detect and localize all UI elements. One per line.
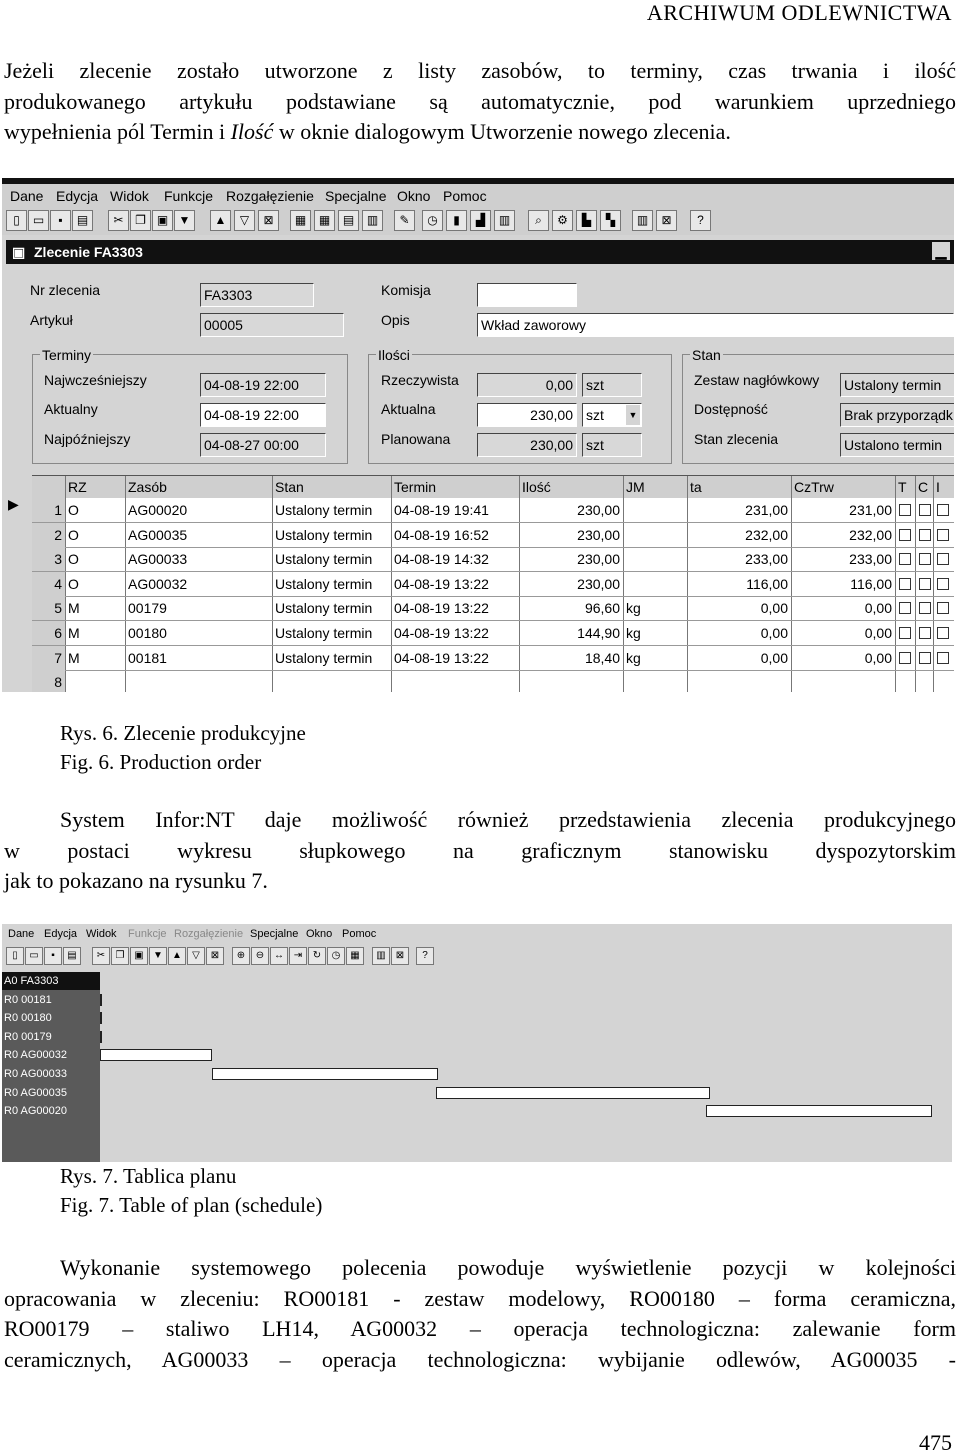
toolbar — [2, 944, 952, 970]
menu-item-okno[interactable]: Okno — [306, 928, 333, 940]
table-cell-jm: kg — [626, 625, 641, 641]
plan-row-label[interactable]: R0 AG00035 — [2, 1084, 100, 1102]
table-cell-ilosc: 144,90 — [577, 625, 620, 641]
menu-item-widok[interactable]: Widok — [110, 188, 149, 204]
row-checkbox[interactable] — [899, 652, 911, 664]
row-checkbox[interactable] — [899, 504, 911, 516]
paragraph-line: Jeżeli zlecenie zostało utworzone z listy zasobów, to terminy, czas trwania i ilość — [4, 58, 956, 83]
column-header-stan[interactable]: Stan — [275, 476, 304, 498]
table-cell-cztrw: 232,00 — [849, 526, 892, 543]
table-cell-stan: Ustalony termin — [275, 649, 373, 666]
table-cell-rz: O — [68, 502, 79, 518]
triangle-down-icon[interactable]: ▼ — [174, 210, 195, 231]
schedule-bar[interactable] — [100, 1012, 102, 1024]
tools-icon[interactable]: ⚙ — [552, 210, 573, 231]
table-cell-stan: Ustalony termin — [275, 575, 373, 592]
menu-item-rozgalezienie[interactable]: Rozgałęzienie — [174, 928, 244, 940]
help-icon[interactable]: ? — [690, 210, 711, 231]
column-header-ilosc[interactable]: Ilość — [522, 476, 551, 498]
table-cell-cztrw: 0,00 — [864, 649, 892, 666]
clear-filter-icon[interactable]: ⊠ — [206, 947, 224, 965]
table-cell-n[interactable]: 4 — [54, 575, 62, 592]
schedule-bar[interactable] — [100, 994, 102, 1006]
table-cell-ta: 0,00 — [760, 625, 788, 641]
planned-quantity-field[interactable]: 230,00 — [477, 433, 577, 457]
text-run: w oknie dialogowym Utworzenie nowego zlecenia. — [273, 119, 731, 144]
save-icon[interactable]: ▪ — [50, 210, 71, 231]
table-cell-stan: Ustalony termin — [275, 625, 373, 641]
plan-row-label[interactable]: R0 00180 — [2, 1009, 100, 1027]
table-cell-ta: 116,00 — [746, 575, 788, 592]
clock-icon[interactable]: ◷ — [422, 210, 443, 231]
table-cell-jm: kg — [626, 600, 641, 617]
close-window-icon[interactable]: ⊠ — [391, 947, 409, 965]
paragraph-line: w postaci wykresu słupkowego na graficznym stanowisku dyspozytorskim — [4, 837, 956, 863]
table-cell-termin: 04-08-19 19:41 — [394, 502, 489, 518]
column-divider — [933, 476, 934, 692]
row-checkbox[interactable] — [899, 529, 911, 541]
table-cell-stan: Ustalony termin — [275, 526, 373, 543]
table-cell-termin: 04-08-19 13:22 — [394, 649, 489, 666]
table-cell-rz: O — [68, 551, 79, 568]
table-cell-zasob: AG00035 — [128, 526, 188, 543]
schedule-bar[interactable] — [100, 1031, 102, 1043]
filter-icon[interactable]: ▽ — [187, 947, 205, 965]
plan-row-label[interactable]: R0 00181 — [2, 991, 100, 1009]
figure-production-order — [2, 178, 954, 692]
caption-fig7-en: Fig. 7. Table of plan (schedule) — [60, 1193, 323, 1217]
row-checkbox[interactable] — [899, 602, 911, 614]
table-cell-rz: M — [68, 625, 80, 641]
label-planowana: Planowana — [381, 431, 451, 447]
column-divider — [272, 476, 273, 692]
menu-item-funkcje[interactable]: Funkcje — [128, 928, 167, 940]
row-checkbox[interactable] — [937, 627, 949, 639]
columns-icon[interactable]: ▥ — [372, 947, 390, 965]
menu-item-edycja[interactable]: Edycja — [56, 188, 99, 204]
row-checkbox[interactable] — [937, 652, 949, 664]
earliest-date-field[interactable]: 04-08-19 22:00 — [200, 373, 326, 397]
order-number-field[interactable]: FA3303 — [200, 283, 314, 307]
journal-header: ARCHIWUM ODLEWNICTWA — [646, 0, 952, 25]
zoom-in-icon[interactable]: ⊕ — [232, 947, 250, 965]
new-file-icon[interactable]: ▯ — [6, 947, 24, 965]
filter-icon[interactable]: ▽ — [234, 210, 255, 231]
window-title-bar — [6, 240, 954, 264]
cut-icon[interactable]: ✂ — [108, 210, 129, 231]
table-cell-rz: O — [68, 526, 79, 543]
italic-term: Ilość — [230, 119, 274, 144]
paragraph-line: ceramicznych, AG00033 – operacja technologiczna: wybijanie odlewów, AG00035 - — [4, 1346, 956, 1372]
current-row-pointer-icon: ▶ — [8, 496, 19, 512]
caption-fig6-en: Fig. 6. Production order — [60, 750, 262, 774]
column-header-c[interactable]: C — [918, 476, 928, 498]
table-cell-stan: Ustalony termin — [275, 551, 373, 568]
grid-view-icon[interactable]: ▥ — [362, 210, 383, 231]
schedule-icon[interactable]: ▥ — [494, 210, 515, 231]
latest-date-field[interactable]: 04-08-27 00:00 — [200, 433, 326, 457]
search-icon[interactable]: ⌕ — [528, 210, 549, 231]
calendar-icon[interactable]: ▦ — [346, 947, 364, 965]
triangle-up-icon[interactable]: ▲ — [210, 210, 231, 231]
paragraph-line: produkowanego artykułu podstawiane są automatycznie, pod warunkiem uprzedniego — [4, 88, 956, 114]
label-najwczesniejszy: Najwcześniejszy — [44, 372, 147, 388]
text-run: wypełnienia pól Termin i — [4, 119, 231, 144]
column-divider — [391, 476, 392, 692]
label-stan-zlecenia: Stan zlecenia — [694, 431, 779, 447]
column-divider — [687, 476, 688, 692]
caption-fig7-pl: Rys. 7. Tablica planu — [60, 1164, 237, 1188]
table-cell-zasob: AG00020 — [128, 502, 188, 518]
paste-icon[interactable]: ▣ — [130, 947, 148, 965]
table-cell-termin: 04-08-19 13:22 — [394, 575, 489, 592]
row-divider — [32, 670, 954, 671]
table-cell-rz: M — [68, 649, 80, 666]
triangle-up-icon[interactable]: ▲ — [168, 947, 186, 965]
table-cell-rz: O — [68, 575, 79, 592]
label-aktualna: Aktualna — [381, 401, 436, 417]
help-icon[interactable]: ? — [416, 947, 434, 965]
row-checkbox[interactable] — [919, 652, 931, 664]
column-divider — [623, 476, 624, 692]
new-file-icon[interactable]: ▯ — [6, 210, 27, 231]
group-label-terminy: Terminy — [42, 347, 92, 363]
label-opis: Opis — [381, 312, 410, 328]
row-checkbox[interactable] — [919, 504, 931, 516]
menu-item-widok[interactable]: Widok — [86, 928, 117, 940]
table-cell-ta: 233,00 — [745, 551, 788, 568]
label-nr-zlecenia: Nr zlecenia — [30, 282, 101, 298]
bar-chart-icon[interactable]: ▙ — [576, 210, 597, 231]
schedule-bar[interactable] — [436, 1087, 710, 1099]
row-checkbox[interactable] — [899, 627, 911, 639]
column-divider — [125, 476, 126, 692]
table-cell-termin: 04-08-19 13:22 — [394, 625, 489, 641]
column-header-cztrw[interactable]: CzTrw — [794, 476, 834, 498]
group-label-stan: Stan — [692, 347, 721, 363]
table-cell-n[interactable]: 1 — [54, 502, 62, 518]
table-cell-zasob: 00180 — [128, 625, 167, 641]
table-cell-ta: 0,00 — [760, 649, 788, 666]
schedule-bar[interactable] — [212, 1068, 438, 1080]
marker-icon[interactable]: ▮ — [446, 210, 467, 231]
table-cell-rz: M — [68, 600, 80, 617]
table-cell-stan: Ustalony termin — [275, 502, 373, 518]
column-divider — [519, 476, 520, 692]
plan-row-label[interactable]: R0 AG00020 — [2, 1102, 100, 1120]
open-folder-icon[interactable]: ▭ — [25, 947, 43, 965]
row-checkbox[interactable] — [899, 553, 911, 565]
menu-item-pomoc[interactable]: Pomoc — [342, 928, 377, 940]
table-cell-jm: kg — [626, 649, 641, 666]
row-checkbox[interactable] — [937, 553, 949, 565]
clear-filter-icon[interactable]: ⊠ — [258, 210, 279, 231]
column-header-termin[interactable]: Termin — [394, 476, 436, 498]
menu-item-dane[interactable]: Dane — [10, 188, 44, 204]
column-divider — [895, 476, 896, 692]
move-icon[interactable]: ⇥ — [289, 947, 307, 965]
table-cell-cztrw: 0,00 — [864, 625, 892, 641]
paragraph-sequence — [4, 1253, 956, 1375]
zoom-out-icon[interactable]: ⊖ — [251, 947, 269, 965]
row-checkbox[interactable] — [937, 504, 949, 516]
column-divider — [915, 476, 916, 692]
resource-table — [32, 475, 954, 692]
menu-bar — [2, 178, 954, 205]
menu-item-funkcje[interactable]: Funkcje — [164, 188, 214, 204]
paragraph-line: System Infor:NT daje możliwość również przedstawienia zlecenia produkcyjnego — [60, 807, 956, 832]
table-cell-n[interactable]: 8 — [54, 674, 62, 691]
column-header-jm[interactable]: JM — [626, 476, 645, 498]
column-header-ta[interactable]: ta — [690, 476, 702, 498]
table-cell-termin: 04-08-19 13:22 — [394, 600, 489, 617]
table-cell-zasob: 00181 — [128, 649, 167, 666]
header-set-field[interactable]: Ustalony termin — [840, 373, 954, 397]
table-cell-cztrw: 0,00 — [864, 600, 892, 617]
paragraph-line — [4, 117, 956, 148]
column-divider — [791, 476, 792, 692]
table-cell-cztrw: 116,00 — [850, 575, 892, 592]
table-cell-ilosc: 230,00 — [577, 526, 620, 543]
column-header-rz[interactable]: RZ — [68, 476, 87, 498]
label-aktualny: Aktualny — [44, 401, 98, 417]
row-checkbox[interactable] — [919, 578, 931, 590]
paragraph-chart-intro — [4, 805, 956, 897]
row-checkbox[interactable] — [919, 602, 931, 614]
label-komisja: Komisja — [381, 282, 431, 298]
plan-row-label[interactable]: R0 AG00033 — [2, 1065, 100, 1083]
table-cell-stan: Ustalony termin — [275, 600, 373, 617]
menu-item-edycja[interactable]: Edycja — [44, 928, 78, 940]
column-header-zasob[interactable]: Zasób — [128, 476, 167, 498]
table-icon[interactable]: ▦ — [290, 210, 311, 231]
article-field[interactable]: 00005 — [200, 313, 344, 337]
paragraph-intro — [4, 56, 956, 148]
table-cell-cztrw: 231,00 — [849, 502, 892, 518]
toolbar — [2, 205, 954, 235]
open-folder-icon[interactable]: ▭ — [28, 210, 49, 231]
table-cell-zasob: AG00033 — [128, 551, 188, 568]
table-cell-termin: 04-08-19 14:32 — [394, 551, 489, 568]
table-cell-ilosc: 18,40 — [584, 649, 620, 666]
row-checkbox[interactable] — [937, 529, 949, 541]
triangle-down-icon[interactable]: ▼ — [149, 947, 167, 965]
table-cell-ta: 231,00 — [745, 502, 788, 518]
row-checkbox[interactable] — [899, 578, 911, 590]
description-field[interactable]: Wkład zaworowy — [477, 313, 954, 337]
current-unit-select[interactable] — [582, 403, 642, 427]
form-view-icon[interactable]: ▤ — [338, 210, 359, 231]
fit-width-icon[interactable]: ↔ — [270, 947, 288, 965]
edit-icon[interactable]: ✎ — [394, 210, 415, 231]
table-cell-n[interactable]: 3 — [54, 551, 62, 568]
order-status-field[interactable]: Ustalono termin — [840, 433, 954, 457]
row-checkbox[interactable] — [919, 529, 931, 541]
figure-plan-table — [2, 924, 952, 1162]
table-cell-ilosc: 230,00 — [577, 551, 620, 568]
refresh-icon[interactable]: ↻ — [308, 947, 326, 965]
menu-item-rozgalezienie[interactable]: Rozgałęzienie — [226, 188, 314, 204]
columns-icon[interactable]: ▥ — [632, 210, 653, 231]
menu-item-specjalne[interactable]: Specjalne — [325, 188, 387, 204]
paragraph-line: opracowania w zleceniu: RO00181 - zestaw modelowy, RO00180 – forma ceramiczna, — [4, 1285, 956, 1311]
table-cell-ilosc: 230,00 — [577, 502, 620, 518]
table-cell-ta: 232,00 — [745, 526, 788, 543]
chart-icon[interactable]: ▟ — [470, 210, 491, 231]
paragraph-line: Wykonanie systemowego polecenia powoduje wyświetlenie pozycji w kolejności — [60, 1255, 956, 1280]
column-header-t[interactable]: T — [898, 476, 907, 498]
row-checkbox[interactable] — [937, 578, 949, 590]
paragraph-line: jak to pokazano na rysunku 7. — [4, 868, 268, 893]
table-cell-ta: 0,00 — [760, 600, 788, 617]
hierarchy-icon[interactable]: ▚ — [600, 210, 621, 231]
paste-icon[interactable]: ▣ — [152, 210, 173, 231]
label-zestaw: Zestaw nagłówkowy — [694, 372, 820, 388]
close-window-icon[interactable]: ⊠ — [656, 210, 677, 231]
table-cell-zasob: AG00032 — [128, 575, 188, 592]
label-najpozniejszy: Najpóźniejszy — [44, 431, 131, 447]
menu-item-okno[interactable]: Okno — [397, 188, 431, 204]
plan-row-label[interactable]: R0 AG00032 — [2, 1046, 100, 1064]
availability-field[interactable]: Brak przyporządk — [840, 403, 954, 427]
commission-field[interactable] — [477, 283, 577, 307]
table-view-icon[interactable]: ▦ — [314, 210, 335, 231]
row-checkbox[interactable] — [919, 553, 931, 565]
table-cell-n[interactable]: 7 — [54, 649, 62, 666]
actual-quantity-field[interactable]: 0,00 — [477, 373, 577, 397]
plan-row-label[interactable]: R0 00179 — [2, 1028, 100, 1046]
table-cell-n[interactable]: 6 — [54, 625, 62, 641]
window-icon: ▣ — [12, 244, 26, 260]
table-cell-cztrw: 233,00 — [849, 551, 892, 568]
column-divider — [65, 476, 66, 692]
menu-item-pomoc[interactable]: Pomoc — [443, 188, 487, 204]
cut-icon[interactable]: ✂ — [92, 947, 110, 965]
table-cell-n[interactable]: 5 — [54, 600, 62, 617]
table-cell-n[interactable]: 2 — [54, 526, 62, 543]
table-cell-termin: 04-08-19 16:52 — [394, 526, 489, 543]
window-title: Zlecenie FA3303 — [34, 244, 143, 260]
current-date-field[interactable]: 04-08-19 22:00 — [200, 403, 326, 427]
caption-fig6-pl: Rys. 6. Zlecenie produkcyjne — [60, 721, 306, 745]
menu-item-dane[interactable]: Dane — [8, 928, 35, 940]
table-cell-zasob: 00179 — [128, 600, 167, 617]
menu-item-specjalne[interactable]: Specjalne — [250, 928, 299, 940]
print-icon[interactable]: ▤ — [72, 210, 93, 231]
copy-icon[interactable]: ❐ — [130, 210, 151, 231]
table-cell-ilosc: 96,60 — [584, 600, 620, 617]
menu-bar — [2, 924, 952, 944]
label-dostepnosc: Dostępność — [694, 401, 768, 417]
column-header-i[interactable]: I — [936, 476, 940, 498]
print-icon[interactable]: ▤ — [63, 947, 81, 965]
group-label-ilosci: Ilości — [378, 347, 410, 363]
schedule-bar[interactable] — [100, 1049, 212, 1061]
copy-icon[interactable]: ❐ — [111, 947, 129, 965]
row-checkbox[interactable] — [919, 627, 931, 639]
page-number: 475 — [919, 1430, 952, 1455]
plan-row-label[interactable]: A0 FA3303 — [2, 972, 100, 990]
unit-value: szt — [586, 407, 604, 423]
planned-unit-field[interactable]: szt — [582, 433, 642, 457]
dropdown-arrow-icon[interactable]: ▼ — [626, 405, 640, 425]
schedule-bar[interactable] — [706, 1105, 932, 1117]
current-quantity-field[interactable]: 230,00 — [477, 403, 577, 427]
row-checkbox[interactable] — [937, 602, 949, 614]
minimize-icon[interactable]: ▁ — [932, 242, 950, 260]
label-artykul: Artykuł — [30, 312, 73, 328]
clock-icon[interactable]: ◷ — [327, 947, 345, 965]
actual-unit-field[interactable]: szt — [582, 373, 642, 397]
save-icon[interactable]: ▪ — [44, 947, 62, 965]
table-cell-ilosc: 230,00 — [577, 575, 620, 592]
paragraph-line: RO00179 – staliwo LH14, AG00032 – operacja technologiczna: zalewanie form — [4, 1316, 956, 1341]
label-rzeczywista: Rzeczywista — [381, 372, 459, 388]
